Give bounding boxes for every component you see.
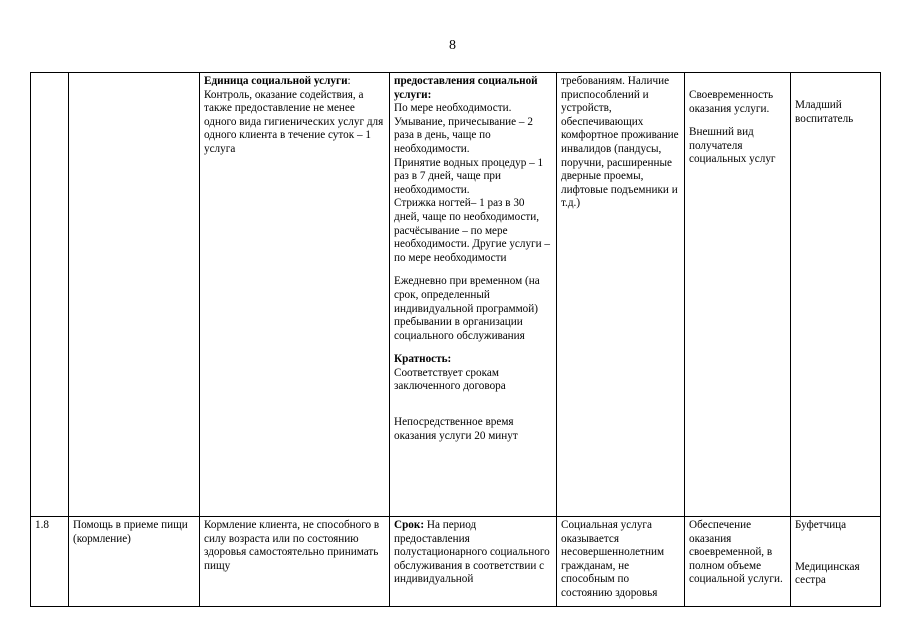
schedule-line: По мере необходимости. (394, 102, 512, 115)
table-row-continued (31, 73, 881, 517)
cell-executor (791, 73, 881, 517)
cell-terms (390, 73, 557, 517)
executor-text-1: Буфетчица (795, 519, 847, 531)
daily-text: Ежедневно при временном (на срок, определенный индивидуальной программой) пребывании в организации социального обслуживания (394, 275, 540, 342)
unit-label: Единица социальной услуги (204, 75, 348, 87)
cell-description: Кормление клиента, не способного в силу возраста или по состоянию здоровья самостоятельно принимать пищу (200, 517, 390, 607)
direct-time-text: Непосредственное время оказания услуги 20 минут (394, 416, 518, 442)
page-number: 8 (449, 38, 456, 53)
executor-text-2: Медицинская сестра (795, 560, 860, 587)
cell-quality (685, 73, 791, 517)
terms-heading: предоставления социальной услуги: (394, 75, 538, 101)
cell-conditions: требованиям. Наличие приспособлений и устройств, обеспечивающих комфортное проживание инвалидов (пандусы, поручни, расширенные дверные проемы, лифтовые подъемники и т.д.) (557, 73, 685, 517)
cell-description (200, 73, 390, 517)
term-label: Срок: (394, 519, 425, 531)
services-table (30, 72, 881, 607)
frequency-label: Кратность: (394, 353, 452, 366)
cell-service-name: Помощь в приеме пищи (кормление) (69, 517, 200, 607)
unit-text: Контроль, оказание содействия, а также предоставление не менее одного вида гигиенических услуг для одного клиента в течение суток – 1 услуга (204, 88, 384, 155)
quality-text-1: Своевременность оказания услуги. (689, 89, 774, 115)
executor-text: Младший воспитатель (795, 99, 854, 125)
cell-service-name (69, 73, 200, 517)
cell-number: 1.8 (31, 517, 69, 607)
schedule-line: Принятие водных процедур – 1 раз в 7 дней, чаще при необходимости. (394, 156, 544, 196)
schedule-line: Умывание, причесывание – 2 раза в день, чаще по необходимости. (394, 115, 533, 155)
cell-number (31, 73, 69, 517)
schedule-line: Стрижка ногтей– 1 раз в 30 дней, чаще по необходимости, расчёсывание – по мере необходимости. Другие услуги – по мере необходимости (394, 197, 551, 264)
table-row-1-8 (31, 517, 881, 607)
quality-text-2: Внешний вид получателя социальных услуг (689, 126, 776, 166)
cell-executor (791, 517, 881, 607)
frequency-text: Соответствует срокам заключенного договора (394, 366, 506, 393)
unit-colon: : (347, 75, 351, 87)
cell-quality: Обеспечение оказания своевременной, в полном объеме социальной услуги. (685, 517, 791, 607)
cell-conditions: Социальная услуга оказывается несовершеннолетним гражданам, не способным по состоянию здоровья (557, 517, 685, 607)
term-text: На период предоставления полустационарного социального обслуживания в соответствии с индивидуальной (394, 519, 550, 586)
cell-terms (390, 517, 557, 607)
